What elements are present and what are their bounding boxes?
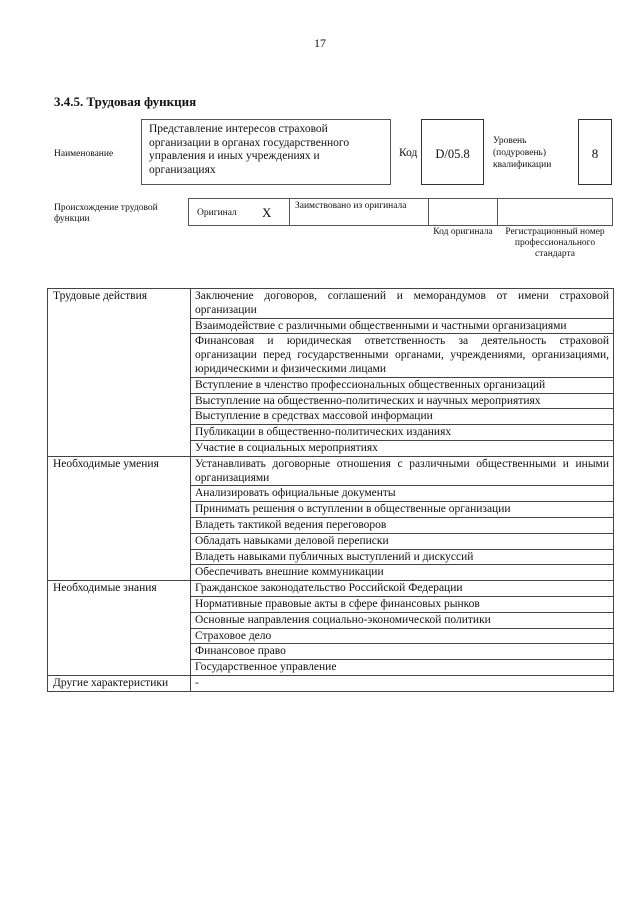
table-row (48, 581, 614, 597)
level-value-box (578, 119, 612, 185)
original-mark: X (262, 205, 272, 220)
section-item: Обеспечивать внешние коммуникации (191, 565, 614, 581)
section-item: Основные направления социально-экономической политики (191, 612, 614, 628)
table-row (48, 456, 614, 486)
competency-table-body (48, 289, 614, 692)
section-item: Взаимодействие с различными общественными и частными организациями (191, 318, 614, 334)
original-box (188, 198, 290, 226)
code-original-caption: Код оригинала (433, 227, 493, 237)
section-title: 3.4.5. Трудовая функция (54, 94, 197, 109)
original-label: Оригинал (197, 208, 237, 218)
level-value: 8 (591, 146, 599, 161)
competency-table (47, 288, 614, 692)
section-item: Принимать решения о вступлении в общественные организации (191, 502, 614, 518)
level-label: Уровень (подуровень) квалификации (493, 136, 552, 170)
origin-label: Происхождение трудовой функции (54, 203, 158, 224)
section-item: Обладать навыками деловой переписки (191, 533, 614, 549)
name-label: Наименование (54, 149, 114, 159)
section-item: Выступление в средствах массовой информации (191, 409, 614, 425)
reg-number-box (497, 198, 613, 226)
borrowed-label: Заимствовано из оригинала (295, 201, 407, 211)
section-category: Другие характеристики (48, 675, 191, 691)
code-value-box (421, 119, 484, 185)
section-item: - (191, 675, 614, 691)
section-item: Анализировать официальные документы (191, 486, 614, 502)
section-item: Публикации в общественно-политических изданиях (191, 425, 614, 441)
section-item: Страховое дело (191, 628, 614, 644)
name-value: Представление интересов страховой организации в органах государственного управления и иных учреждениях и организациях (149, 123, 350, 176)
section-category: Необходимые знания (48, 581, 191, 676)
section-category: Трудовые действия (48, 289, 191, 457)
section-item: Выступление на общественно-политических и научных мероприятиях (191, 393, 614, 409)
code-label: Код (399, 147, 418, 159)
section-item: Участие в социальных мероприятиях (191, 440, 614, 456)
section-item: Нормативные правовые акты в сфере финансовых рынков (191, 596, 614, 612)
name-value-box (141, 119, 391, 185)
section-item: Финансовое право (191, 644, 614, 660)
section-category: Необходимые умения (48, 456, 191, 580)
section-item: Гражданское законодательство Российской Федерации (191, 581, 614, 597)
section-item: Заключение договоров, соглашений и меморандумов от имени страховой организации (191, 289, 614, 319)
page-number: 17 (314, 36, 326, 50)
section-item: Государственное управление (191, 660, 614, 676)
table-row (48, 675, 614, 691)
code-original-box (428, 198, 498, 226)
section-item: Владеть навыками публичных выступлений и дискуссий (191, 549, 614, 565)
section-item: Финансовая и юридическая ответственность за деятельность страховой организации перед государственными органами, учреждениями, организациями, юридическими и физическими лицами (191, 334, 614, 377)
code-value: D/05.8 (435, 147, 470, 161)
section-item: Владеть тактикой ведения переговоров (191, 517, 614, 533)
table-row (48, 289, 614, 319)
section-item: Устанавливать договорные отношения с различными общественными и иными организациями (191, 456, 614, 486)
section-item: Вступление в членство профессиональных общественных организаций (191, 377, 614, 393)
reg-number-caption: Регистрационный номер профессионального стандарта (505, 227, 605, 259)
borrowed-box (289, 198, 429, 226)
